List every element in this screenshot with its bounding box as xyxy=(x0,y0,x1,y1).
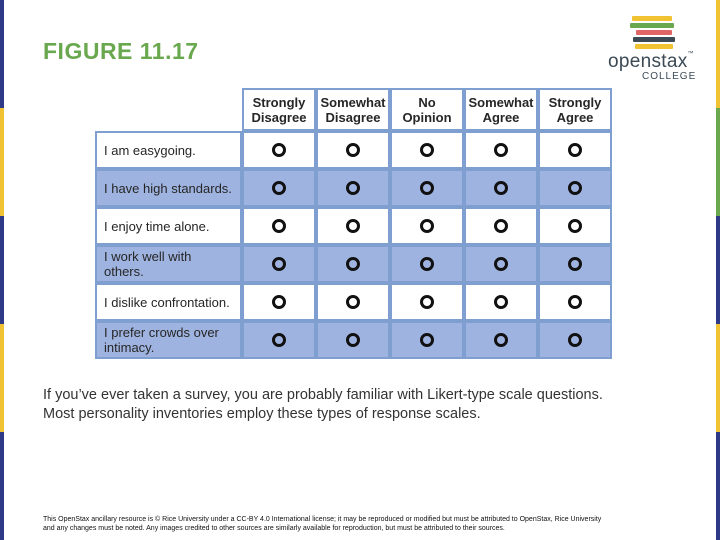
logo-bar xyxy=(632,16,672,21)
response-cell xyxy=(538,131,612,169)
logo-wordmark: openstax xyxy=(608,51,688,72)
statement-line-1: I enjoy time alone. xyxy=(104,218,210,234)
response-cell xyxy=(390,207,464,245)
license-footer xyxy=(43,515,693,533)
statement-label xyxy=(95,283,242,321)
response-cell xyxy=(316,207,390,245)
caption-line-2: Most personality inventories employ these types of response scales. xyxy=(43,406,481,422)
radio-option-icon[interactable] xyxy=(494,257,508,271)
radio-option-icon[interactable] xyxy=(272,143,286,157)
footer-line-2: and any changes must be noted. Any images credited to other sources are similarly available for reproduction, but must be attributed to their sources. xyxy=(43,525,505,532)
response-cell xyxy=(538,245,612,283)
radio-option-icon[interactable] xyxy=(272,219,286,233)
radio-option-icon[interactable] xyxy=(272,181,286,195)
logo-bar xyxy=(635,44,673,49)
radio-option-icon[interactable] xyxy=(494,219,508,233)
table-row xyxy=(95,283,612,321)
likert-scale-table xyxy=(95,88,612,362)
response-cell xyxy=(390,245,464,283)
column-header-line-2: Agree xyxy=(482,109,520,125)
table-row xyxy=(95,207,612,245)
column-header-line-2: Disagree xyxy=(251,109,307,125)
stripe-segment xyxy=(0,0,4,108)
response-cell xyxy=(390,321,464,359)
response-cell xyxy=(242,283,316,321)
stripe-segment xyxy=(0,432,4,540)
response-cell xyxy=(538,283,612,321)
table-row xyxy=(95,131,612,169)
radio-option-icon[interactable] xyxy=(272,257,286,271)
stripe-segment xyxy=(0,324,4,432)
radio-option-icon[interactable] xyxy=(272,295,286,309)
response-cell xyxy=(242,245,316,283)
radio-option-icon[interactable] xyxy=(346,219,360,233)
column-header-line-1: Somewhat xyxy=(320,94,386,110)
response-cell xyxy=(316,245,390,283)
response-cell xyxy=(464,169,538,207)
stripe-segment xyxy=(716,108,720,216)
stripe-segment xyxy=(0,216,4,324)
footer-line-1: This OpenStax ancillary resource is © Rice University under a CC-BY 4.0 International license; it may be reproduced or modified but must be attributed to OpenStax, Rice University xyxy=(43,516,602,523)
column-header xyxy=(316,88,390,131)
column-header xyxy=(390,88,464,131)
response-cell xyxy=(538,321,612,359)
radio-option-icon[interactable] xyxy=(494,181,508,195)
column-header-line-1: Strongly xyxy=(252,94,306,110)
radio-option-icon[interactable] xyxy=(346,295,360,309)
logo-bars-icon xyxy=(630,16,680,50)
statement-label xyxy=(95,169,242,207)
stripe-segment xyxy=(716,216,720,324)
statement-line-1: I am easygoing. xyxy=(104,142,196,158)
column-header-line-2: Agree xyxy=(556,109,594,125)
column-header-line-2: Opinion xyxy=(402,109,452,125)
table-row xyxy=(95,321,612,359)
radio-option-icon[interactable] xyxy=(420,333,434,347)
logo-bar xyxy=(636,30,672,35)
response-cell xyxy=(316,169,390,207)
response-cell xyxy=(538,169,612,207)
radio-option-icon[interactable] xyxy=(494,333,508,347)
column-header-line-1: Strongly xyxy=(548,94,602,110)
column-header xyxy=(242,88,316,131)
statement-line-1: I have high standards. xyxy=(104,180,232,196)
response-cell xyxy=(390,169,464,207)
response-cell xyxy=(242,321,316,359)
response-cell xyxy=(316,321,390,359)
radio-option-icon[interactable] xyxy=(420,257,434,271)
stripe-segment xyxy=(716,0,720,108)
table-row xyxy=(95,245,612,283)
stripe-segment xyxy=(716,432,720,540)
radio-option-icon[interactable] xyxy=(420,143,434,157)
radio-option-icon[interactable] xyxy=(346,257,360,271)
radio-option-icon[interactable] xyxy=(420,295,434,309)
statement-label xyxy=(95,207,242,245)
response-cell xyxy=(464,131,538,169)
radio-option-icon[interactable] xyxy=(568,219,582,233)
statement-label xyxy=(95,131,242,169)
radio-option-icon[interactable] xyxy=(568,295,582,309)
radio-option-icon[interactable] xyxy=(568,333,582,347)
response-cell xyxy=(538,207,612,245)
response-cell xyxy=(464,283,538,321)
slide-title: FIGURE 11.17 xyxy=(43,38,199,64)
stripe-segment xyxy=(716,324,720,432)
radio-option-icon[interactable] xyxy=(272,333,286,347)
statement-line-1: I dislike confrontation. xyxy=(104,294,230,310)
statement-label xyxy=(95,245,242,283)
radio-option-icon[interactable] xyxy=(346,181,360,195)
statement-line-1: I work well with others. xyxy=(104,249,192,279)
radio-option-icon[interactable] xyxy=(494,143,508,157)
column-header-line-2: Disagree xyxy=(325,109,381,125)
radio-option-icon[interactable] xyxy=(494,295,508,309)
statement-label xyxy=(95,321,242,359)
radio-option-icon[interactable] xyxy=(568,181,582,195)
logo-trademark: ™ xyxy=(687,51,694,57)
radio-option-icon[interactable] xyxy=(420,219,434,233)
response-cell xyxy=(242,131,316,169)
response-cell xyxy=(242,169,316,207)
logo-bar xyxy=(633,37,675,42)
column-header xyxy=(538,88,612,131)
table-row xyxy=(95,169,612,207)
radio-option-icon[interactable] xyxy=(346,143,360,157)
response-cell xyxy=(390,131,464,169)
logo-word xyxy=(608,51,694,73)
figure-caption xyxy=(43,386,683,424)
response-cell xyxy=(316,283,390,321)
logo-subtitle: COLLEGE xyxy=(642,71,697,82)
response-cell xyxy=(242,207,316,245)
column-header-line-1: Somewhat xyxy=(468,94,534,110)
caption-line-1: If you’ve ever taken a survey, you are probably familiar with Likert-type scale questions. xyxy=(43,387,603,403)
radio-option-icon[interactable] xyxy=(346,333,360,347)
column-header-line-1: No xyxy=(418,94,436,110)
response-cell xyxy=(464,321,538,359)
column-header xyxy=(464,88,538,131)
radio-option-icon[interactable] xyxy=(568,257,582,271)
radio-option-icon[interactable] xyxy=(568,143,582,157)
response-cell xyxy=(390,283,464,321)
logo-bar xyxy=(630,23,674,28)
openstax-logo xyxy=(608,16,700,82)
response-cell xyxy=(316,131,390,169)
stripe-segment xyxy=(0,108,4,216)
response-cell xyxy=(464,207,538,245)
statement-line-1: I prefer crowds over xyxy=(104,325,219,340)
radio-option-icon[interactable] xyxy=(420,181,434,195)
statement-line-2: intimacy. xyxy=(104,340,155,355)
response-cell xyxy=(464,245,538,283)
